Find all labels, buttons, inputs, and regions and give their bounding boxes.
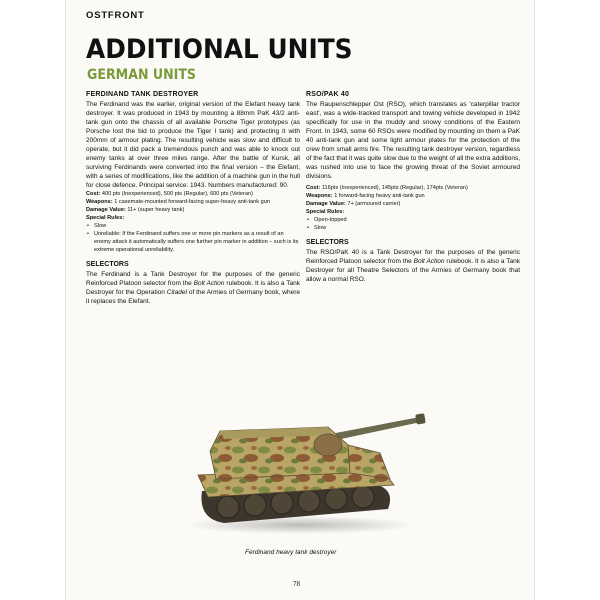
weapons-label: Weapons: [86,199,113,205]
weapons-value: 1 casemate-mounted forward-facing super-heavy anti-tank gun [114,199,270,205]
rso-selectors-text: The RSO/PaK 40 is a Tank Destroyer for the purposes of the generic Reinforced Platoon selector from the Bolt Action rulebook. It is also a Tank Destroyer for all Theatre Selectors of the Armies of Germany book that allow a normal RSO. [306,249,520,283]
rso-rules-list [306,216,520,232]
ferdinand-heading: FERDINAND TANK DESTROYER [86,91,199,98]
section-header: OSTFRONT [86,10,145,21]
page-title: ADDITIONAL UNITS [86,34,353,65]
ferdinand-description: The Ferdinand was the earlier, original version of the Elefant heavy tank destroyer. It was produced in 1943 by mounting a 88mm PaK 43/2 anti-tank gun onto the chassis of all available Porsche Tiger prototypes (as Porsche lost the bid to produce the Tiger I tank) and protecting it with 200mm of armour plating. The resulting vehicle was slow and difficult to operate, but it did pack a tremendous punch and was able to knock out enemy tanks at over three miles range. After the battle of Kursk, all surviving Ferdinands were converted into the final version – the Elefant, with a series of modifications, like the addition of a machine gun in the hull for close defence. Principal service: 1943. Numbers manufactured: 90. [86,101,300,189]
ferdinand-weapons [86,198,300,206]
rule-item: • Open-topped [306,216,520,224]
ferdinand-special-rules-label: Special Rules: [86,215,125,221]
ferdinand-tank-photo [180,405,430,535]
rso-cost [306,184,520,192]
damage-value: 7+ (armoured carrier) [347,201,401,207]
rso-weapons [306,192,520,200]
damage-value: 11+ (super heavy tank) [127,207,185,213]
cost-value: 116pts (Inexperienced), 145pts (Regular), 174pts (Veteran) [321,185,468,191]
cost-value: 400 pts (Inexperienced), 500 pts (Regular), 600 pts (Veteran) [101,191,253,197]
rule-item: • Slow [306,224,520,232]
page-subtitle: GERMAN UNITS [87,67,197,83]
photo-caption: Ferdinand heavy tank destroyer [245,549,337,556]
cost-label: Cost: [306,185,321,191]
left-column [86,90,300,306]
page-number: 78 [293,580,300,588]
rso-selectors-heading: SELECTORS [306,239,349,246]
ferdinand-damage [86,206,300,214]
ferdinand-selectors-text: The Ferdinand is a Tank Destroyer for the purposes of the generic Reinforced Platoon selector from the Bolt Action rulebook. It is also a Tank Destroyer for the Operation Citadel of the Armies of Germany book, where it replaces the Elefant. [86,271,301,305]
ferdinand-rules-list [86,222,300,254]
right-column [306,90,520,284]
rso-description: The Raupenschlepper Ost (RSO), which translates as 'caterpillar tractor east', was a wide-tracked transport and towing vehicle developed in 1942 specifically for use in the muddy and snowy conditions of the Eastern Front. In 1943, some 60 RSOs were modified by mounting on them a PaK 40 anti-tank gun and some light armour plates for the protection of the crew from small arms fire. The resulting tank destroyer version, regardless of the fact that it was quite slow due to the weight of all the extra additions, was rushed into use to face the growing threat of the Soviet armoured divisions. [306,101,520,180]
ferdinand-selectors-heading: SELECTORS [86,261,129,268]
rule-item: • Slow [86,222,300,230]
ferdinand-cost [86,190,300,198]
damage-label: Damage Value: [86,207,126,213]
cost-label: Cost: [86,191,101,197]
rso-heading: RSO/PAK 40 [306,91,350,98]
damage-label: Damage Value: [306,201,346,207]
weapons-label: Weapons: [306,193,333,199]
rule-item: • Unreliable: If the Ferdinand suffers one or more pin markers as a result of an enemy attack it automatically suffers one further pin marker in addition – such is its extreme operational unreliability. [86,230,300,254]
rso-special-rules-label: Special Rules: [306,209,345,215]
weapons-value: 1 forward-facing heavy anti-tank gun [334,193,425,199]
rso-damage [306,200,520,208]
